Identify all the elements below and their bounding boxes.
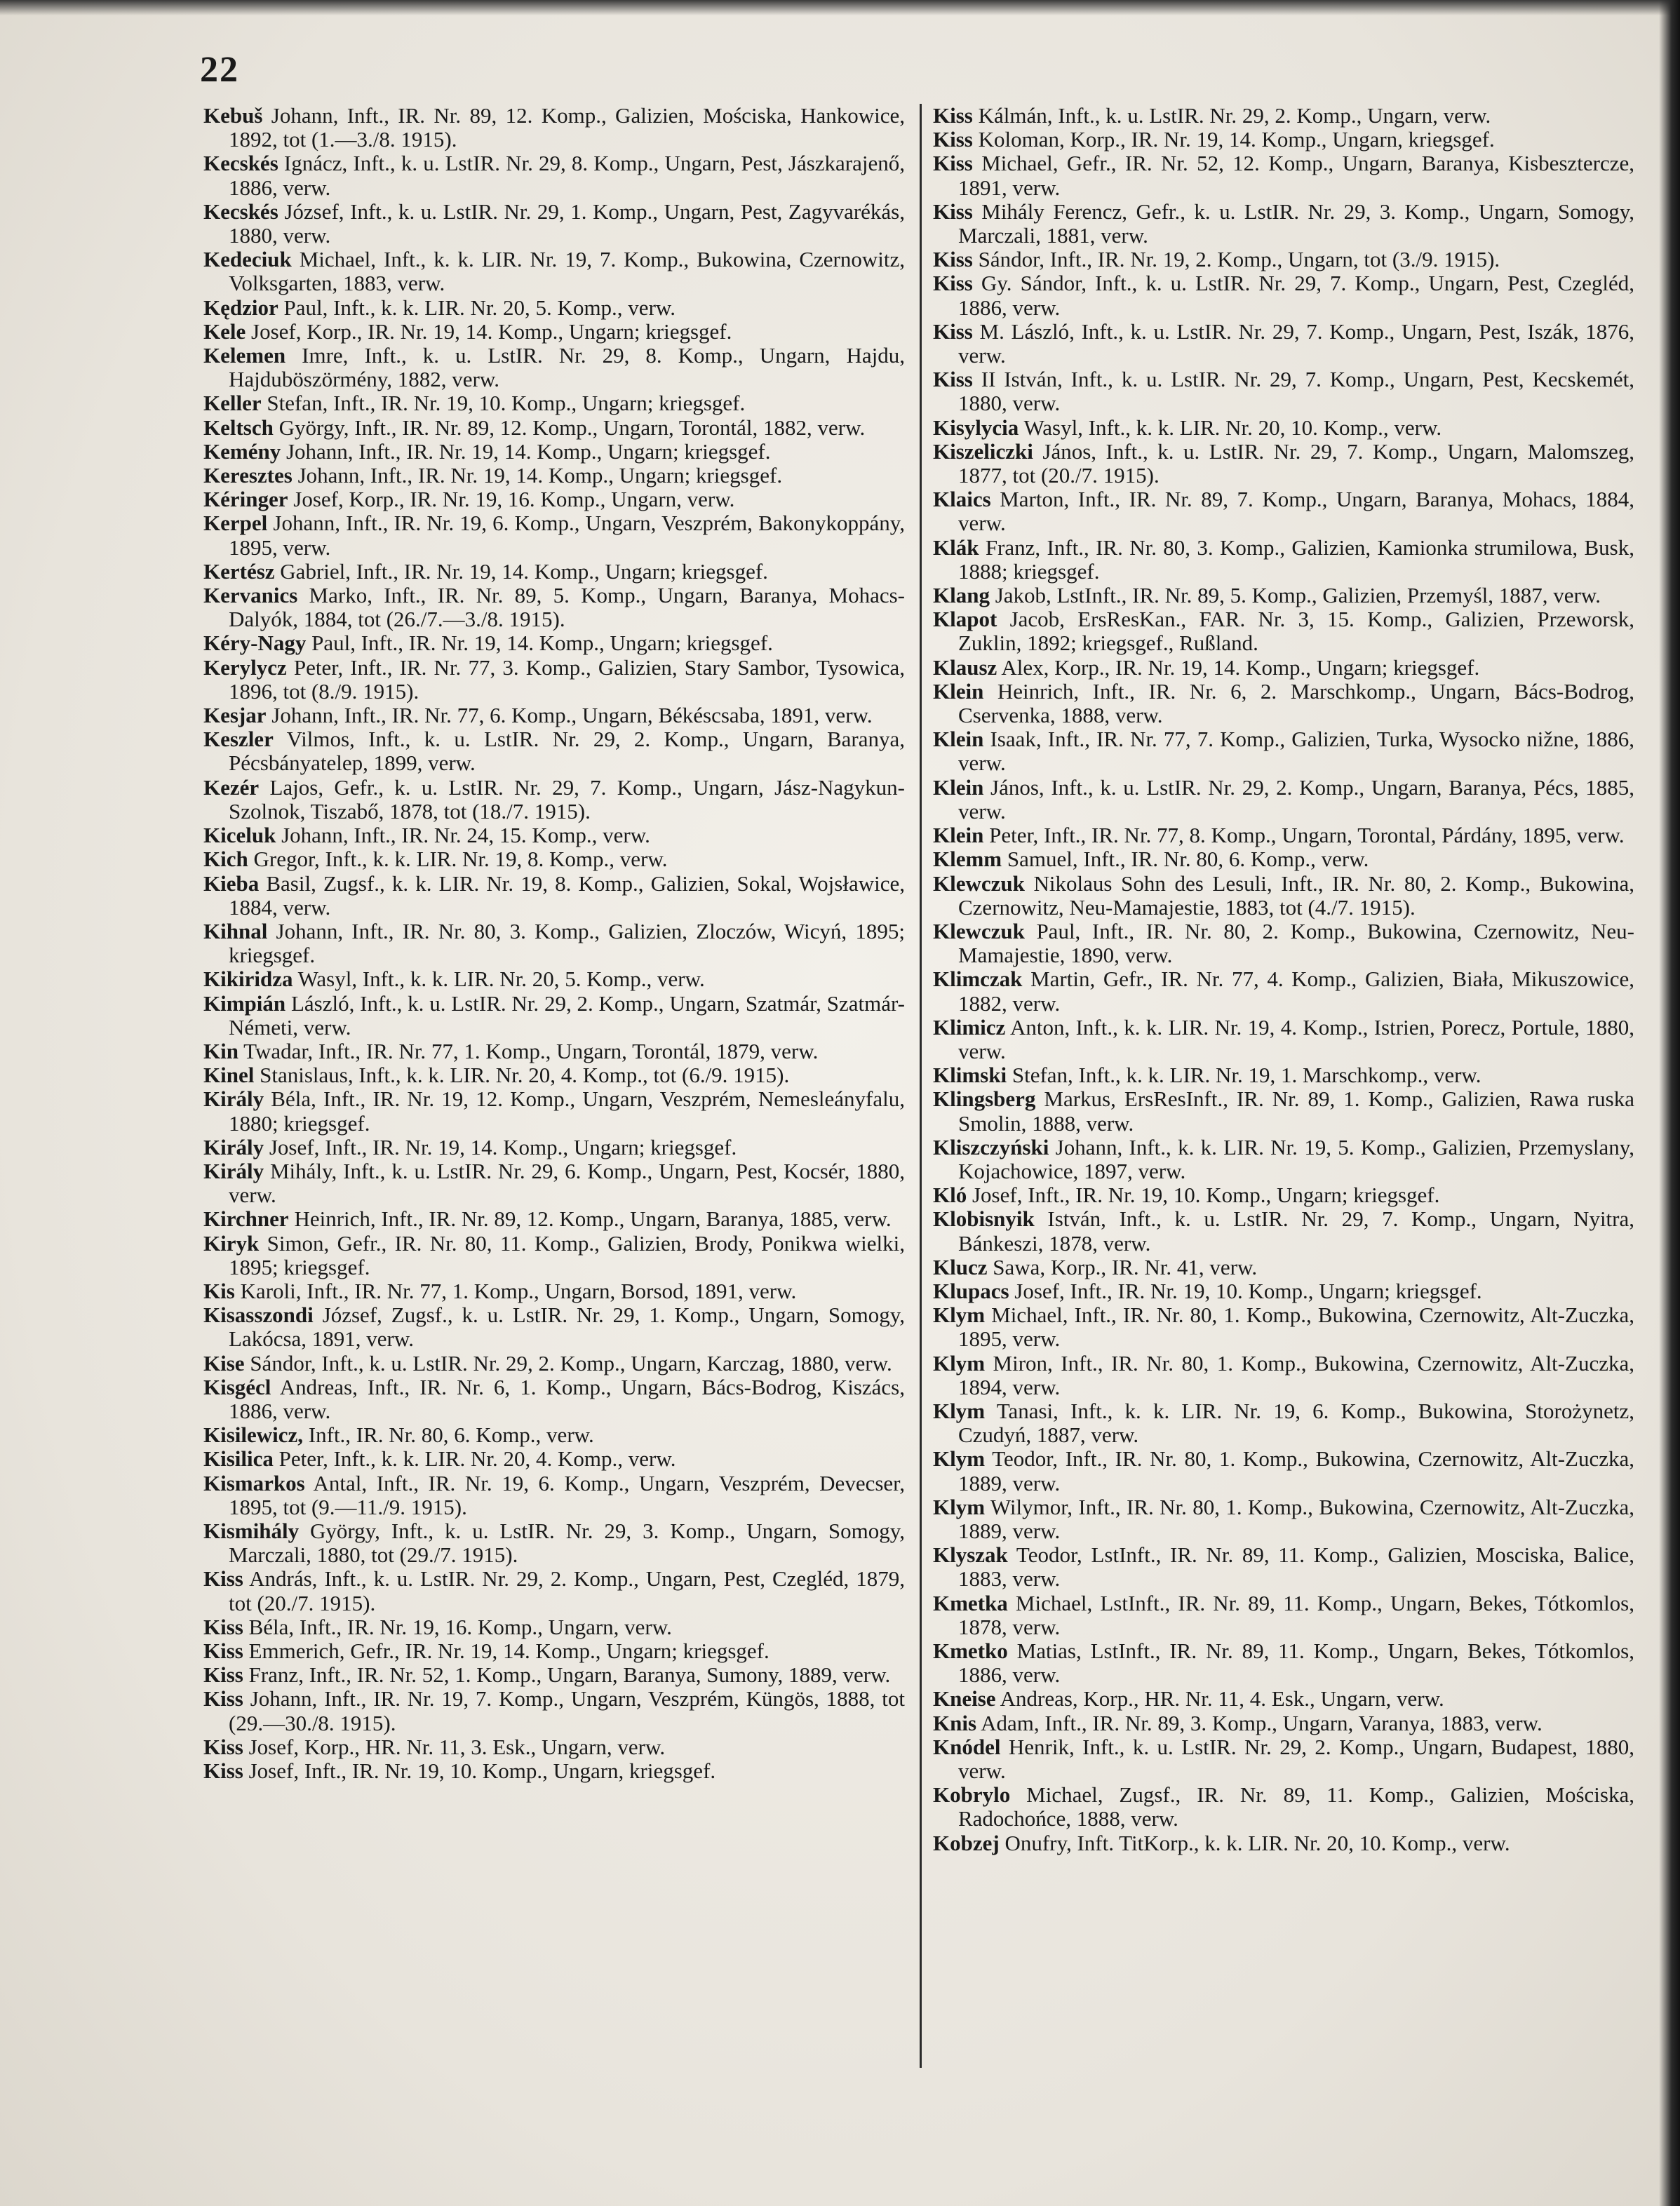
entry-details: Peter, Inft., IR. Nr. 77, 3. Komp., Galizien, Stary Sambor, Tysowica, 1896, tot (8./9. 1915). — [229, 654, 905, 704]
right-column — [933, 104, 1634, 1855]
entry-details: Josef, Korp., IR. Nr. 19, 14. Komp., Ungarn; kriegsgef. — [246, 318, 732, 344]
casualty-entry — [203, 1615, 905, 1639]
casualty-entry — [203, 1639, 905, 1663]
casualty-entry — [933, 1639, 1634, 1687]
entry-details: Stefan, Inft., IR. Nr. 19, 10. Komp., Ungarn; kriegsgef. — [261, 391, 746, 416]
entry-details: Michael, Inft., k. k. LIR. Nr. 19, 7. Komp., Bukowina, Czernowitz, Volksgarten, 1883, verw. — [229, 247, 905, 296]
entry-surname: Kezér — [203, 774, 260, 800]
entry-surname: Kisgécl — [203, 1374, 271, 1399]
casualty-entry — [203, 1687, 905, 1735]
casualty-entry — [933, 920, 1634, 967]
entry-details: Imre, Inft., k. u. LstIR. Nr. 29, 8. Komp., Ungarn, Hajdu, Hajduböszörmény, 1882, verw. — [229, 343, 905, 392]
casualty-entry — [933, 1399, 1634, 1447]
casualty-entry — [203, 1447, 905, 1471]
casualty-entry — [203, 872, 905, 920]
entry-surname: Kecskés — [203, 151, 278, 176]
entry-details: Paul, Inft., IR. Nr. 80, 2. Komp., Bukowina, Czernowitz, Neu-Mamajestie, 1890, verw. — [958, 918, 1634, 968]
entry-details: Johann, Inft., IR. Nr. 19, 14. Komp., Ungarn; kriegsgef. — [292, 463, 783, 488]
entry-details: Matias, LstInft., IR. Nr. 89, 11. Komp., Ungarn, Bekes, Tótkomlos, 1886, verw. — [958, 1639, 1634, 1688]
entry-surname: Kiryk — [203, 1230, 260, 1256]
casualty-entry — [933, 823, 1634, 847]
entry-surname: Kisylycia — [933, 415, 1019, 440]
entry-details: Samuel, Inft., IR. Nr. 80, 6. Komp., verw. — [1002, 847, 1369, 872]
casualty-entry — [203, 440, 905, 464]
entry-details: Andreas, Inft., IR. Nr. 6, 1. Komp., Ungarn, Bács-Bodrog, Kiszács, 1886, verw. — [229, 1374, 905, 1423]
casualty-entry — [933, 1087, 1634, 1135]
entry-details: Mihály Ferencz, Gefr., k. u. LstIR. Nr. 29, 3. Komp., Ungarn, Somogy, Marczali, 1881, verw. — [958, 199, 1634, 248]
casualty-entry — [203, 560, 905, 584]
entry-surname: Klang — [933, 583, 990, 608]
entry-details: Sawa, Korp., IR. Nr. 41, verw. — [987, 1254, 1258, 1279]
scan-shadow-right — [1659, 0, 1680, 2206]
casualty-entry — [203, 391, 905, 415]
entry-details: Miron, Inft., IR. Nr. 80, 1. Komp., Bukowina, Czernowitz, Alt-Zuczka, 1894, verw. — [958, 1350, 1634, 1399]
entry-details: II István, Inft., k. u. LstIR. Nr. 29, 7. Komp., Ungarn, Pest, Kecskemét, 1880, verw. — [958, 367, 1634, 416]
entry-details: Teodor, Inft., IR. Nr. 80, 1. Komp., Bukowina, Czernowitz, Alt-Zuczka, 1889, verw. — [958, 1446, 1634, 1495]
entry-surname: Kieba — [203, 870, 260, 896]
entry-details: József, Zugsf., k. u. LstIR. Nr. 29, 1. Komp., Ungarn, Somogy, Lakócsa, 1891, verw. — [229, 1303, 905, 1352]
entry-details: Franz, Inft., IR. Nr. 80, 3. Komp., Galizien, Kamionka strumilowa, Busk, 1888; kriegsgef. — [958, 534, 1634, 584]
casualty-entry — [203, 992, 905, 1040]
casualty-entry — [933, 271, 1634, 319]
casualty-entry — [203, 656, 905, 704]
entry-details: György, Inft., IR. Nr. 89, 12. Komp., Ungarn, Torontál, 1882, verw. — [273, 415, 866, 440]
entry-surname: Kismarkos — [203, 1470, 305, 1495]
casualty-entry — [933, 368, 1634, 415]
entry-surname: Kerylycz — [203, 654, 287, 680]
entry-details: Onufry, Inft. TitKorp., k. k. LIR. Nr. 20, 10. Komp., verw. — [999, 1830, 1510, 1855]
entry-details: Lajos, Gefr., k. u. LstIR. Nr. 29, 7. Komp., Ungarn, Jász-Nagykun-Szolnok, Tiszabő, 1878, tot (18./7. 1915). — [229, 774, 905, 823]
entry-surname: Kise — [203, 1350, 245, 1376]
casualty-entry — [933, 967, 1634, 1015]
entry-surname: Kesjar — [203, 703, 267, 728]
casualty-entry — [933, 152, 1634, 199]
casualty-entry — [203, 344, 905, 391]
entry-details: Peter, Inft., IR. Nr. 77, 8. Komp., Ungarn, Torontal, Párdány, 1895, verw. — [983, 823, 1625, 848]
entry-details: Paul, Inft., k. k. LIR. Nr. 20, 5. Komp., verw. — [278, 295, 676, 320]
casualty-entry — [933, 1711, 1634, 1735]
entry-details: János, Inft., k. u. LstIR. Nr. 29, 7. Komp., Ungarn, Malomszeg, 1877, tot (20./7. 1915). — [958, 438, 1634, 488]
casualty-entry — [203, 1232, 905, 1279]
entry-surname: Kobrylo — [933, 1782, 1011, 1808]
entry-details: András, Inft., k. u. LstIR. Nr. 29, 2. Komp., Ungarn, Pest, Czegléd, 1879, tot (20./7. 1915). — [229, 1566, 905, 1615]
entry-surname: Klewczuk — [933, 918, 1025, 943]
entry-surname: Király — [203, 1134, 264, 1159]
entry-details: Wasyl, Inft., k. k. LIR. Nr. 20, 5. Komp., verw. — [293, 967, 705, 992]
casualty-entry — [933, 320, 1634, 368]
entry-surname: Kéry-Nagy — [203, 631, 307, 656]
casualty-entry — [203, 320, 905, 344]
casualty-entry — [203, 1040, 905, 1063]
entry-details: Johann, Inft., IR. Nr. 24, 15. Komp., verw. — [276, 823, 650, 848]
entry-surname: Klym — [933, 1446, 986, 1472]
casualty-entry — [933, 872, 1634, 920]
entry-surname: Kló — [933, 1183, 967, 1208]
entry-surname: Kecskés — [203, 199, 278, 224]
entry-details: Johann, Inft., IR. Nr. 89, 12. Komp., Galizien, Mościska, Hankowice, 1892, tot (1.—3./8. 1915). — [229, 103, 905, 152]
entry-details: Gabriel, Inft., IR. Nr. 19, 14. Komp., Ungarn; kriegsgef. — [274, 558, 768, 584]
entry-details: Josef, Korp., IR. Nr. 19, 16. Komp., Ungarn, verw. — [288, 487, 735, 512]
casualty-entry — [203, 631, 905, 655]
entry-details: Marton, Inft., IR. Nr. 89, 7. Komp., Ungarn, Baranya, Mohacs, 1884, verw. — [958, 487, 1634, 536]
casualty-entry — [933, 607, 1634, 655]
entry-surname: Kiss — [203, 1614, 243, 1639]
entry-surname: Kiss — [933, 151, 973, 176]
entry-surname: Kiss — [933, 199, 973, 224]
entry-details: Wilymor, Inft., IR. Nr. 80, 1. Komp., Bukowina, Czernowitz, Alt-Zuczka, 1889, verw. — [958, 1494, 1634, 1543]
casualty-entry — [933, 1783, 1634, 1831]
casualty-entry — [203, 1472, 905, 1519]
entry-surname: Kéringer — [203, 487, 288, 512]
casualty-entry — [933, 1303, 1634, 1351]
entry-details: Isaak, Inft., IR. Nr. 77, 7. Komp., Galizien, Turka, Wysocko nižne, 1886, verw. — [958, 727, 1634, 776]
entry-surname: Klein — [933, 727, 984, 752]
entry-surname: Klym — [933, 1398, 986, 1423]
entry-details: Koloman, Korp., IR. Nr. 19, 14. Komp., Ungarn, kriegsgef. — [972, 127, 1495, 152]
entry-details: Anton, Inft., k. k. LIR. Nr. 19, 4. Komp., Istrien, Porecz, Portule, 1880, verw. — [958, 1014, 1634, 1063]
entry-details: Gregor, Inft., k. k. LIR. Nr. 19, 8. Komp., verw. — [248, 847, 668, 872]
entry-surname: Kiss — [203, 1758, 243, 1784]
entry-details: Wasyl, Inft., k. k. LIR. Nr. 20, 10. Komp., verw. — [1019, 415, 1442, 440]
entry-surname: Kiss — [933, 103, 973, 128]
entry-surname: Kiss — [203, 1639, 243, 1663]
entry-details: Nikolaus Sohn des Lesuli, Inft., IR. Nr. 80, 2. Komp., Bukowina, Czernowitz, Neu-Mamajestie, 1883, tot (4./7. 1915). — [958, 870, 1634, 920]
casualty-entry — [933, 1735, 1634, 1783]
entry-details: Kálmán, Inft., k. u. LstIR. Nr. 29, 2. Komp., Ungarn, verw. — [972, 103, 1491, 128]
casualty-entry — [933, 847, 1634, 871]
casualty-entry — [203, 248, 905, 295]
entry-details: Michael, LstInft., IR. Nr. 89, 11. Komp., Ungarn, Bekes, Tótkomlos, 1878, verw. — [958, 1590, 1634, 1639]
casualty-entry — [933, 1495, 1634, 1543]
entry-surname: Kebuš — [203, 103, 263, 128]
entry-surname: Klimicz — [933, 1014, 1006, 1040]
entry-surname: Knódel — [933, 1734, 1001, 1759]
entry-details: Franz, Inft., IR. Nr. 52, 1. Komp., Ungarn, Baranya, Sumony, 1889, verw. — [243, 1662, 891, 1688]
entry-surname: Keszler — [203, 727, 274, 752]
casualty-entry — [933, 1207, 1634, 1255]
casualty-entry — [203, 416, 905, 440]
casualty-entry — [203, 1735, 905, 1759]
casualty-entry — [933, 440, 1634, 487]
entry-surname: Kerpel — [203, 511, 268, 536]
entry-details: Antal, Inft., IR. Nr. 19, 6. Komp., Ungarn, Veszprém, Devecser, 1895, tot (9.—11./9. 1915). — [229, 1470, 905, 1519]
casualty-entry — [933, 104, 1634, 128]
entry-details: Basil, Zugsf., k. k. LIR. Nr. 19, 8. Komp., Galizien, Sokal, Wojsławice, 1884, verw. — [229, 870, 905, 920]
entry-details: Adam, Inft., IR. Nr. 89, 3. Komp., Ungarn, Varanya, 1883, verw. — [976, 1710, 1543, 1735]
casualty-entry — [203, 727, 905, 775]
entry-surname: Kisasszondi — [203, 1303, 314, 1328]
casualty-entry — [933, 1136, 1634, 1183]
casualty-entry — [203, 152, 905, 199]
entry-details: M. László, Inft., k. u. LstIR. Nr. 29, 7. Komp., Ungarn, Pest, Iszák, 1876, verw. — [958, 318, 1634, 368]
casualty-entry — [933, 536, 1634, 584]
entry-details: Vilmos, Inft., k. u. LstIR. Nr. 29, 2. Komp., Ungarn, Baranya, Pécsbányatelep, 1899, verw. — [229, 727, 905, 776]
casualty-entry — [203, 487, 905, 511]
entry-surname: Klimczak — [933, 967, 1023, 992]
entry-surname: Kiss — [933, 247, 973, 272]
casualty-entry — [203, 704, 905, 727]
casualty-entry — [203, 200, 905, 248]
entry-surname: Klyszak — [933, 1542, 1008, 1568]
casualty-entry — [203, 296, 905, 320]
entry-details: Michael, Zugsf., IR. Nr. 89, 11. Komp., Galizien, Mościska, Radochońce, 1888, verw. — [958, 1782, 1634, 1831]
casualty-entry — [203, 1519, 905, 1567]
entry-surname: Klobisnyik — [933, 1206, 1035, 1232]
entry-surname: Kiss — [203, 1686, 243, 1711]
entry-surname: Kertész — [203, 558, 275, 584]
entry-surname: Kiszeliczki — [933, 438, 1033, 464]
entry-details: Heinrich, Inft., IR. Nr. 6, 2. Marschkomp., Ungarn, Bács-Bodrog, Cservenka, 1888, verw. — [958, 678, 1634, 728]
entry-details: Peter, Inft., k. k. LIR. Nr. 20, 4. Komp., verw. — [273, 1446, 676, 1472]
casualty-entry — [933, 1592, 1634, 1639]
entry-surname: Kisilewicz, — [203, 1423, 304, 1448]
entry-details: Béla, Inft., IR. Nr. 19, 16. Komp., Ungarn, verw. — [243, 1614, 672, 1639]
casualty-entry — [203, 511, 905, 559]
casualty-entry — [203, 920, 905, 967]
casualty-entry — [203, 1663, 905, 1687]
casualty-entry — [203, 1136, 905, 1159]
entry-surname: Klein — [933, 823, 984, 848]
entry-surname: Kedeciuk — [203, 247, 292, 272]
entry-details: Heinrich, Inft., IR. Nr. 89, 12. Komp., Ungarn, Baranya, 1885, verw. — [288, 1206, 892, 1232]
entry-surname: Kiceluk — [203, 823, 276, 848]
casualty-entry — [203, 847, 905, 871]
entry-surname: Kis — [203, 1278, 235, 1303]
entry-surname: Klein — [933, 678, 984, 704]
casualty-entry — [203, 1567, 905, 1615]
casualty-entry — [203, 1087, 905, 1135]
casualty-entry — [933, 200, 1634, 248]
entry-details: Michael, Gefr., IR. Nr. 52, 12. Komp., Ungarn, Baranya, Kisbesztercze, 1891, verw. — [958, 151, 1634, 200]
entry-details: Johann, Inft., IR. Nr. 80, 3. Komp., Galizien, Zloczów, Wicyń, 1895; kriegsgef. — [229, 918, 905, 968]
casualty-entry — [933, 1447, 1634, 1495]
entry-surname: Klewczuk — [933, 870, 1025, 896]
entry-details: Josef, Korp., HR. Nr. 11, 3. Esk., Ungarn, verw. — [243, 1734, 666, 1759]
entry-details: Ignácz, Inft., k. u. LstIR. Nr. 29, 8. Komp., Ungarn, Pest, Jászkarajenő, 1886, verw. — [229, 151, 905, 200]
entry-surname: Kikiridza — [203, 967, 293, 992]
entry-details: Gy. Sándor, Inft., k. u. LstIR. Nr. 29, 7. Komp., Ungarn, Pest, Czegléd, 1886, verw. — [958, 271, 1634, 320]
casualty-entry — [203, 967, 905, 991]
entry-surname: Kmetka — [933, 1590, 1008, 1615]
left-column — [203, 104, 905, 1783]
casualty-entry — [933, 1831, 1634, 1855]
casualty-entry — [933, 1352, 1634, 1399]
casualty-entry — [933, 1543, 1634, 1591]
casualty-entry — [933, 1279, 1634, 1303]
casualty-entry — [203, 776, 905, 823]
entry-surname: Kele — [203, 318, 246, 344]
casualty-entry — [933, 248, 1634, 271]
casualty-entry — [933, 656, 1634, 680]
entry-surname: Kinel — [203, 1063, 255, 1088]
entry-details: Johann, Inft., IR. Nr. 19, 6. Komp., Ungarn, Veszprém, Bakonykoppány, 1895, verw. — [229, 511, 905, 560]
entry-details: Johann, Inft., IR. Nr. 19, 7. Komp., Ungarn, Veszprém, Küngös, 1888, tot (29.—30./8. 1915). — [229, 1686, 905, 1735]
entry-details: Andreas, Korp., HR. Nr. 11, 4. Esk., Ungarn, verw. — [995, 1686, 1444, 1711]
casualty-entry — [933, 128, 1634, 152]
entry-surname: Kędzior — [203, 295, 278, 320]
entry-surname: Király — [203, 1087, 264, 1112]
entry-details: Twadar, Inft., IR. Nr. 77, 1. Komp., Ungarn, Torontál, 1879, verw. — [238, 1038, 819, 1063]
entry-surname: Kimpián — [203, 990, 286, 1016]
casualty-entry — [203, 1759, 905, 1783]
casualty-entry — [933, 727, 1634, 775]
entry-surname: Kliszczyński — [933, 1134, 1049, 1159]
entry-surname: Kiss — [933, 127, 973, 152]
entry-details: Karoli, Inft., IR. Nr. 77, 1. Komp., Ungarn, Borsod, 1891, verw. — [234, 1278, 797, 1303]
casualty-entry — [203, 1159, 905, 1207]
entry-surname: Klaics — [933, 487, 991, 512]
entry-surname: Kelemen — [203, 343, 286, 368]
entry-details: Martin, Gefr., IR. Nr. 77, 4. Komp., Galizien, Biała, Mikuszowice, 1882, verw. — [958, 967, 1634, 1016]
entry-surname: Kismihály — [203, 1518, 300, 1543]
entry-surname: Klák — [933, 534, 979, 560]
entry-details: Jakob, LstInft., IR. Nr. 89, 5. Komp., Galizien, Przemyśl, 1887, verw. — [989, 583, 1601, 608]
entry-surname: Klupacs — [933, 1278, 1009, 1303]
entry-surname: Kobzej — [933, 1830, 1000, 1855]
entry-surname: Klym — [933, 1303, 986, 1328]
column-divider — [920, 104, 922, 2068]
entry-details: Béla, Inft., IR. Nr. 19, 12. Komp., Ungarn, Veszprém, Nemesleányfalu, 1880; kriegsgef. — [229, 1087, 905, 1136]
entry-details: Josef, Inft., IR. Nr. 19, 10. Komp., Ungarn; kriegsgef. — [1009, 1278, 1482, 1303]
entry-details: Marko, Inft., IR. Nr. 89, 5. Komp., Ungarn, Baranya, Mohacs-Dalyók, 1884, tot (26./7.—3./8. 1915). — [229, 583, 905, 632]
entry-details: Josef, Inft., IR. Nr. 19, 10. Komp., Ungarn, kriegsgef. — [243, 1758, 716, 1784]
entry-details: Inft., IR. Nr. 80, 6. Komp., verw. — [303, 1423, 594, 1448]
scan-shadow-top — [0, 0, 1680, 15]
entry-surname: Klym — [933, 1494, 986, 1519]
casualty-entry — [203, 584, 905, 631]
entry-details: Mihály, Inft., k. u. LstIR. Nr. 29, 6. Komp., Ungarn, Pest, Kocsér, 1880, verw. — [229, 1158, 905, 1208]
entry-details: Henrik, Inft., k. u. LstIR. Nr. 29, 2. Komp., Ungarn, Budapest, 1880, verw. — [958, 1734, 1634, 1784]
entry-surname: Klemm — [933, 847, 1002, 872]
casualty-entry — [933, 1687, 1634, 1711]
entry-details: László, Inft., k. u. LstIR. Nr. 29, 2. Komp., Ungarn, Szatmár, Szatmár-Németi, verw. — [229, 990, 905, 1040]
entry-surname: Kervanics — [203, 583, 298, 608]
entry-details: János, Inft., k. u. LstIR. Nr. 29, 2. Komp., Ungarn, Baranya, Pécs, 1885, verw. — [958, 774, 1634, 823]
entry-surname: Klym — [933, 1350, 986, 1376]
entry-surname: Keresztes — [203, 463, 293, 488]
entry-surname: Kich — [203, 847, 248, 872]
entry-surname: Kemény — [203, 438, 281, 464]
entry-details: Sándor, Inft., k. u. LstIR. Nr. 29, 2. Komp., Ungarn, Karczag, 1880, verw. — [244, 1350, 892, 1376]
entry-surname: Kin — [203, 1038, 238, 1063]
entry-surname: Király — [203, 1158, 264, 1183]
entry-surname: Klimski — [933, 1063, 1007, 1088]
entry-details: Johann, Inft., k. k. LIR. Nr. 19, 5. Komp., Galizien, Przemyslany, Kojachowice, 1897, verw. — [958, 1134, 1634, 1183]
page-number: 22 — [200, 50, 239, 90]
entry-surname: Klausz — [933, 654, 997, 680]
casualty-entry — [203, 1352, 905, 1376]
casualty-entry — [933, 1063, 1634, 1087]
casualty-entry — [933, 584, 1634, 607]
entry-surname: Kiss — [933, 367, 973, 392]
entry-details: György, Inft., k. u. LstIR. Nr. 29, 3. Komp., Ungarn, Somogy, Marczali, 1880, tot (29./7. 1915). — [229, 1518, 905, 1568]
entry-surname: Kmetko — [933, 1639, 1008, 1663]
entry-surname: Kiss — [933, 318, 973, 344]
entry-details: Josef, Inft., IR. Nr. 19, 14. Komp., Ungarn; kriegsgef. — [264, 1134, 737, 1159]
entry-surname: Kiss — [203, 1566, 243, 1592]
entry-surname: Klucz — [933, 1254, 988, 1279]
casualty-entry — [933, 487, 1634, 535]
entry-surname: Knis — [933, 1710, 977, 1735]
entry-details: Johann, Inft., IR. Nr. 19, 14. Komp., Ungarn; kriegsgef. — [281, 438, 771, 464]
entry-surname: Kiss — [203, 1734, 243, 1759]
casualty-entry — [203, 1423, 905, 1447]
casualty-entry — [933, 1016, 1634, 1063]
entry-details: Paul, Inft., IR. Nr. 19, 14. Komp., Ungarn; kriegsgef. — [306, 631, 773, 656]
casualty-entry — [933, 776, 1634, 823]
entry-details: József, Inft., k. u. LstIR. Nr. 29, 1. Komp., Ungarn, Pest, Zagyvarékás, 1880, verw. — [229, 199, 905, 248]
entry-surname: Keltsch — [203, 415, 274, 440]
entry-surname: Kiss — [203, 1662, 243, 1688]
casualty-entry — [933, 1183, 1634, 1207]
casualty-entry — [203, 104, 905, 152]
entry-details: Stefan, Inft., k. k. LIR. Nr. 19, 1. Marschkomp., verw. — [1007, 1063, 1481, 1088]
casualty-entry — [203, 823, 905, 847]
entry-surname: Klapot — [933, 607, 997, 632]
casualty-entry — [203, 1303, 905, 1351]
casualty-entry — [203, 1279, 905, 1303]
casualty-entry — [933, 680, 1634, 727]
entry-details: Tanasi, Inft., k. k. LIR. Nr. 19, 6. Komp., Bukowina, Storożynetz, Czudyń, 1887, verw. — [958, 1398, 1634, 1448]
entry-details: Markus, ErsResInft., IR. Nr. 89, 1. Komp., Galizien, Rawa ruska Smolin, 1888, verw. — [958, 1087, 1634, 1136]
casualty-entry — [203, 1063, 905, 1087]
entry-details: Josef, Inft., IR. Nr. 19, 10. Komp., Ungarn; kriegsgef. — [967, 1183, 1440, 1208]
entry-details: Emmerich, Gefr., IR. Nr. 19, 14. Komp., Ungarn; kriegsgef. — [243, 1639, 770, 1663]
entry-details: Teodor, LstInft., IR. Nr. 89, 11. Komp., Galizien, Mosciska, Balice, 1883, verw. — [958, 1542, 1634, 1592]
entry-surname: Klingsberg — [933, 1087, 1036, 1112]
entry-surname: Kirchner — [203, 1206, 289, 1232]
casualty-entry — [933, 1256, 1634, 1279]
entry-details: Alex, Korp., IR. Nr. 19, 14. Komp., Ungarn; kriegsgef. — [997, 654, 1480, 680]
entry-surname: Klein — [933, 774, 984, 800]
entry-details: Jacob, ErsResKan., FAR. Nr. 3, 15. Komp., Galizien, Przeworsk, Zuklin, 1892; kriegsgef., Rußland. — [958, 607, 1634, 656]
entry-details: István, Inft., k. u. LstIR. Nr. 29, 7. Komp., Ungarn, Nyitra, Bánkeszi, 1878, verw. — [958, 1206, 1634, 1256]
entry-surname: Kisilica — [203, 1446, 274, 1472]
entry-details: Simon, Gefr., IR. Nr. 80, 11. Komp., Galizien, Brody, Ponikwa wielki, 1895; kriegsgef. — [229, 1230, 905, 1279]
casualty-entry — [203, 1207, 905, 1231]
casualty-entry — [933, 416, 1634, 440]
casualty-entry — [203, 1376, 905, 1423]
entry-details: Sándor, Inft., IR. Nr. 19, 2. Komp., Ungarn, tot (3./9. 1915). — [972, 247, 1500, 272]
entry-surname: Kneise — [933, 1686, 996, 1711]
entry-details: Michael, Inft., IR. Nr. 80, 1. Komp., Bukowina, Czernowitz, Alt-Zuczka, 1895, verw. — [958, 1303, 1634, 1352]
casualty-entry — [203, 464, 905, 487]
entry-surname: Kihnal — [203, 918, 268, 943]
entry-details: Stanislaus, Inft., k. k. LIR. Nr. 20, 4. Komp., tot (6./9. 1915). — [254, 1063, 790, 1088]
entry-details: Johann, Inft., IR. Nr. 77, 6. Komp., Ungarn, Békéscsaba, 1891, verw. — [266, 703, 873, 728]
entry-surname: Keller — [203, 391, 262, 416]
entry-surname: Kiss — [933, 271, 973, 296]
